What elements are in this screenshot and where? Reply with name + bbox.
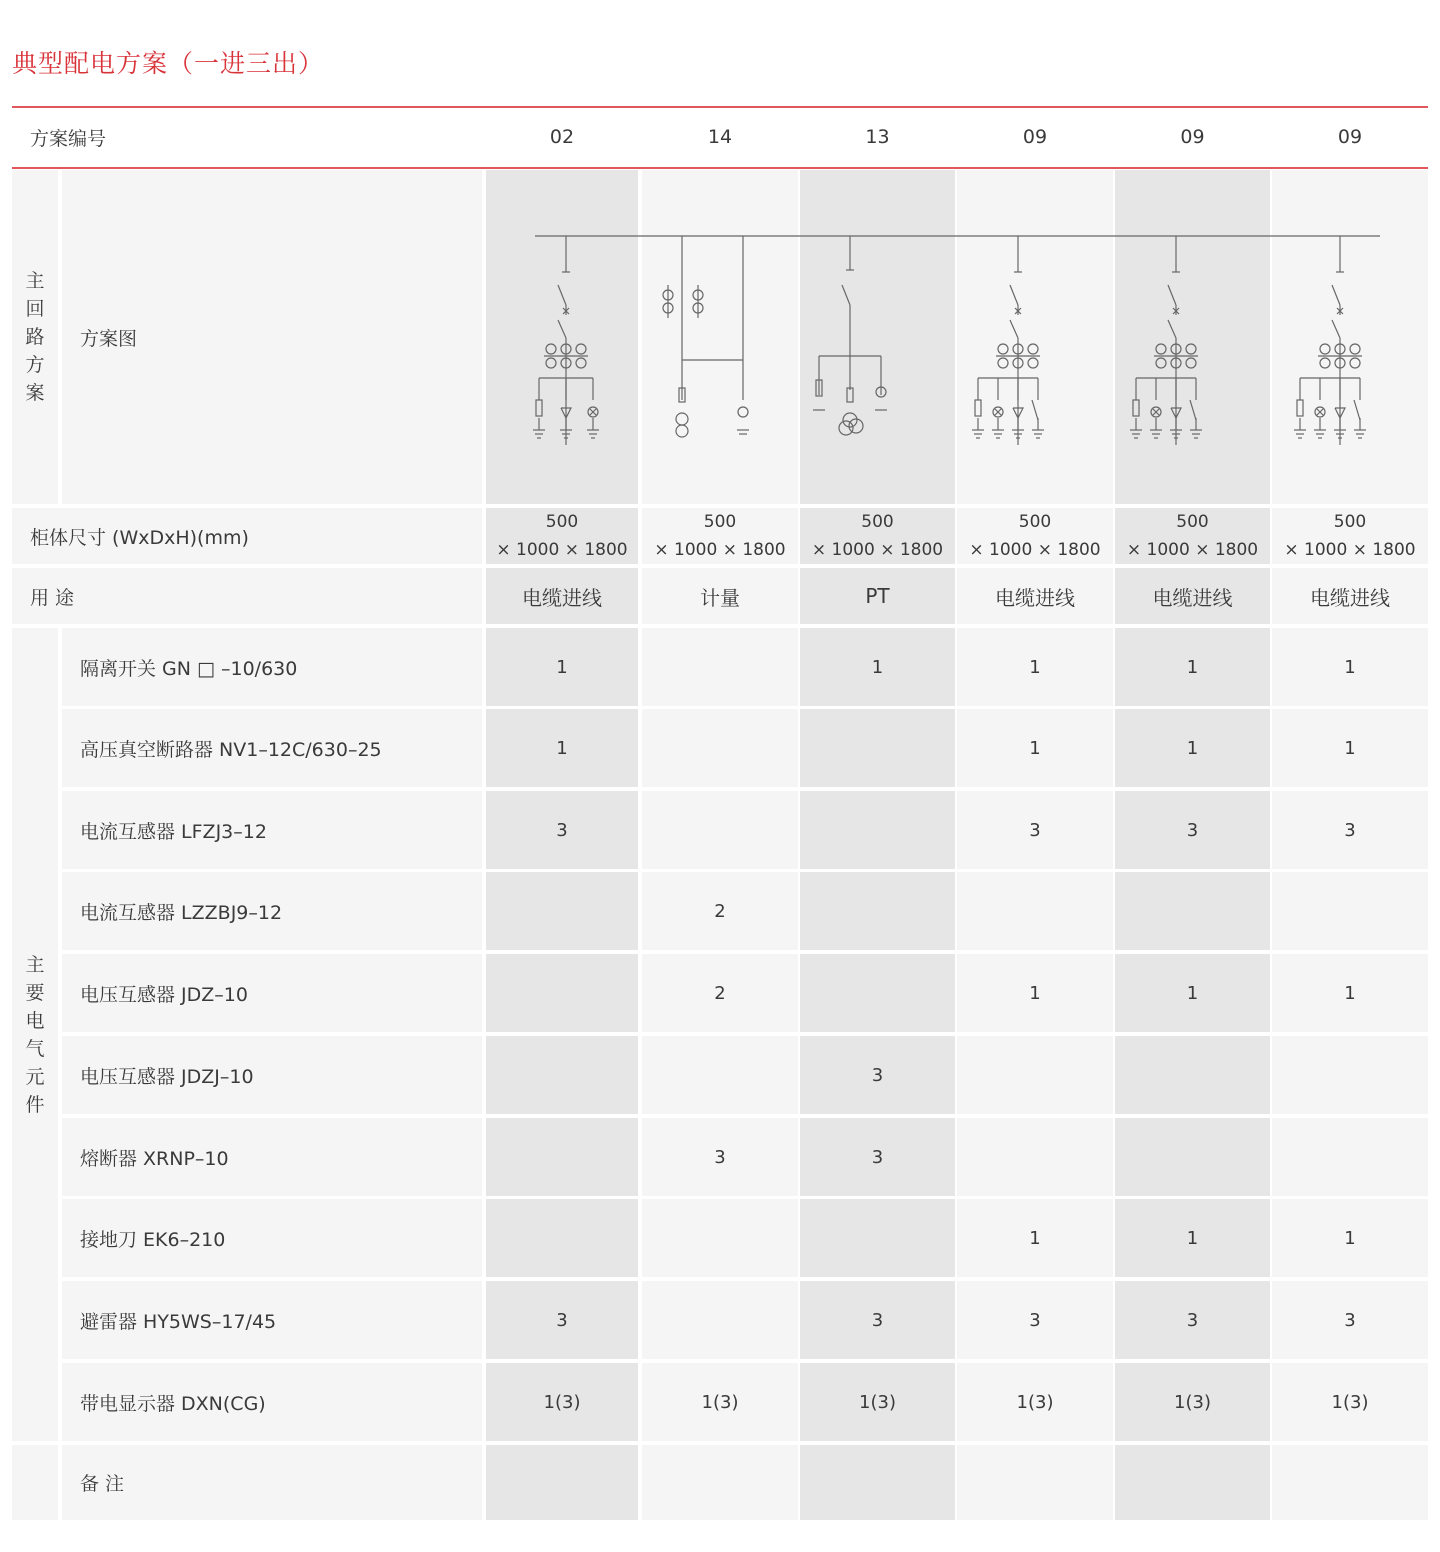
group-label-char: 案	[25, 382, 45, 404]
usage-value-4: 电缆进线	[957, 568, 1113, 624]
component-qty: 1	[1115, 709, 1270, 787]
scheme-number-1: 02	[549, 126, 575, 148]
component-name: 电压互感器 JDZJ–10	[62, 1036, 482, 1114]
earth-switch-blade	[1190, 400, 1196, 420]
fuse-symbol	[975, 400, 981, 416]
component-qty: 1	[1272, 709, 1428, 787]
component-qty: 1	[486, 628, 638, 706]
component-qty: 1	[1272, 628, 1428, 706]
dimension-width: 500	[545, 512, 579, 532]
dimension-depth-height: × 1000 × 1800	[1126, 540, 1259, 560]
group-label-char: 回	[25, 298, 45, 320]
fuse-symbol	[1133, 400, 1139, 416]
current-transformer-symbol	[1320, 358, 1330, 368]
component-qty: 2	[642, 954, 798, 1032]
dimension-depth-height: × 1000 × 1800	[1284, 540, 1416, 560]
component-name: 隔离开关 GN □ –10/630	[62, 628, 482, 706]
fuse-symbol	[536, 400, 542, 416]
component-qty: 1	[800, 628, 955, 706]
component-name: 电流互感器 LFZJ3–12	[62, 791, 482, 869]
component-qty: 1(3)	[800, 1363, 955, 1441]
breaker-blade	[1168, 320, 1176, 338]
breaker-blade	[1010, 320, 1018, 338]
component-qty: 1	[957, 628, 1113, 706]
component-qty: 3	[957, 791, 1113, 869]
fuse-symbol	[847, 388, 853, 402]
current-transformer-symbol	[998, 344, 1008, 354]
component-qty: 3	[800, 1118, 955, 1196]
usage-value-5: 电缆进线	[1115, 568, 1270, 624]
current-transformer-symbol	[1156, 358, 1166, 368]
component-name: 电流互感器 LZZBJ9–12	[62, 872, 482, 950]
component-qty: 1	[1272, 954, 1428, 1032]
component-qty: 3	[1115, 791, 1270, 869]
component-qty: 1	[1115, 954, 1270, 1032]
component-qty: 1	[1115, 628, 1270, 706]
isolator-blade	[1332, 285, 1340, 305]
isolator-blade	[1168, 285, 1176, 305]
dimension-width: 500	[861, 512, 894, 532]
component-qty: 3	[642, 1118, 798, 1196]
dimension-depth-height: × 1000 × 1800	[496, 540, 628, 560]
component-qty: 3	[957, 1281, 1113, 1359]
isolator-blade	[1010, 285, 1018, 305]
group-label-char: 电	[25, 1009, 45, 1032]
dimension-width: 500	[703, 512, 737, 532]
component-qty: 1	[1115, 1199, 1270, 1277]
scheme-number-label: 方案编号	[30, 127, 107, 150]
fuse-symbol	[1297, 400, 1303, 416]
group-label-char: 件	[25, 1093, 45, 1116]
dimension-depth-height: × 1000 × 1800	[811, 540, 944, 560]
component-qty: 1(3)	[486, 1363, 638, 1441]
component-qty: 1	[957, 1199, 1113, 1277]
current-transformer-symbol	[1028, 358, 1038, 368]
component-name: 带电显示器 DXN(CG)	[62, 1363, 482, 1441]
dimension-depth-height: × 1000 × 1800	[654, 540, 786, 560]
current-transformer-symbol	[1186, 358, 1196, 368]
indicator-lamp-symbol	[738, 407, 748, 417]
voltage-transformer-symbol	[843, 413, 857, 427]
component-qty: 1(3)	[642, 1363, 798, 1441]
group-label-char: 主	[25, 270, 45, 292]
component-qty: 2	[642, 872, 798, 950]
current-transformer-symbol	[1028, 344, 1038, 354]
scheme-number-3: 13	[865, 126, 890, 148]
component-qty: 3	[1272, 791, 1428, 869]
breaker-blade	[558, 320, 566, 338]
current-transformer-symbol	[546, 344, 556, 354]
dimension-width: 500	[1333, 512, 1367, 532]
voltage-transformer-symbol	[849, 419, 863, 433]
isolator-blade	[842, 285, 850, 305]
usage-label: 用 途	[12, 568, 482, 624]
usage-value-1: 电缆进线	[486, 568, 638, 624]
current-transformer-symbol	[546, 358, 556, 368]
component-name: 熔断器 XRNP–10	[62, 1118, 482, 1196]
component-name: 接地刀 EK6–210	[62, 1199, 482, 1277]
component-qty: 1	[957, 709, 1113, 787]
breaker-blade	[1332, 320, 1340, 338]
isolator-blade	[558, 285, 566, 305]
component-qty: 1(3)	[1115, 1363, 1270, 1441]
voltage-transformer-symbol	[839, 421, 853, 435]
voltage-transformer-symbol	[676, 413, 688, 425]
component-qty: 3	[800, 1036, 955, 1114]
group-label-char: 要	[25, 981, 45, 1004]
component-qty: 3	[1115, 1281, 1270, 1359]
page-title: 典型配电方案（一进三出）	[12, 49, 325, 78]
voltage-transformer-symbol	[676, 425, 688, 437]
current-transformer-symbol	[1350, 358, 1360, 368]
dimension-width: 500	[1018, 512, 1052, 532]
scheme-number-4: 09	[1022, 126, 1048, 148]
group-label-char: 元	[25, 1065, 45, 1088]
dimension-width: 500	[1176, 512, 1209, 532]
current-transformer-symbol	[1350, 344, 1360, 354]
group-label-char: 路	[25, 326, 45, 348]
group-label-char: 气	[25, 1037, 45, 1060]
component-qty: 3	[486, 1281, 638, 1359]
current-transformer-symbol	[998, 358, 1008, 368]
scheme-number-5: 09	[1180, 126, 1205, 148]
component-name: 高压真空断路器 NV1–12C/630–25	[62, 709, 482, 787]
usage-value-3: PT	[800, 568, 955, 624]
current-transformer-symbol	[1186, 344, 1196, 354]
scheme-number-6: 09	[1337, 126, 1363, 148]
component-qty: 1	[486, 709, 638, 787]
component-qty: 1(3)	[1272, 1363, 1428, 1441]
component-qty: 1(3)	[957, 1363, 1113, 1441]
scheme-number-2: 14	[707, 126, 733, 148]
component-qty: 3	[1272, 1281, 1428, 1359]
group-label-char: 方	[25, 354, 45, 376]
usage-value-2: 计量	[642, 568, 798, 624]
usage-value-6: 电缆进线	[1272, 568, 1428, 624]
group-label-char: 主	[25, 953, 45, 976]
dimensions-label: 柜体尺寸 (WxDxH)(mm)	[12, 508, 482, 564]
current-transformer-symbol	[576, 344, 586, 354]
component-qty: 3	[800, 1281, 955, 1359]
component-qty: 1	[1272, 1199, 1428, 1277]
current-transformer-symbol	[1156, 344, 1166, 354]
remarks-label: 备 注	[62, 1445, 482, 1520]
component-qty: 3	[486, 791, 638, 869]
current-transformer-symbol	[1320, 344, 1330, 354]
component-name: 电压互感器 JDZ–10	[62, 954, 482, 1032]
current-transformer-symbol	[576, 358, 586, 368]
component-qty: 1	[957, 954, 1113, 1032]
dimension-depth-height: × 1000 × 1800	[969, 540, 1101, 560]
earth-switch-blade	[1354, 400, 1360, 420]
component-name: 避雷器 HY5WS–17/45	[62, 1281, 482, 1359]
diagram-label: 方案图	[62, 170, 482, 504]
earth-switch-blade	[1032, 400, 1038, 420]
